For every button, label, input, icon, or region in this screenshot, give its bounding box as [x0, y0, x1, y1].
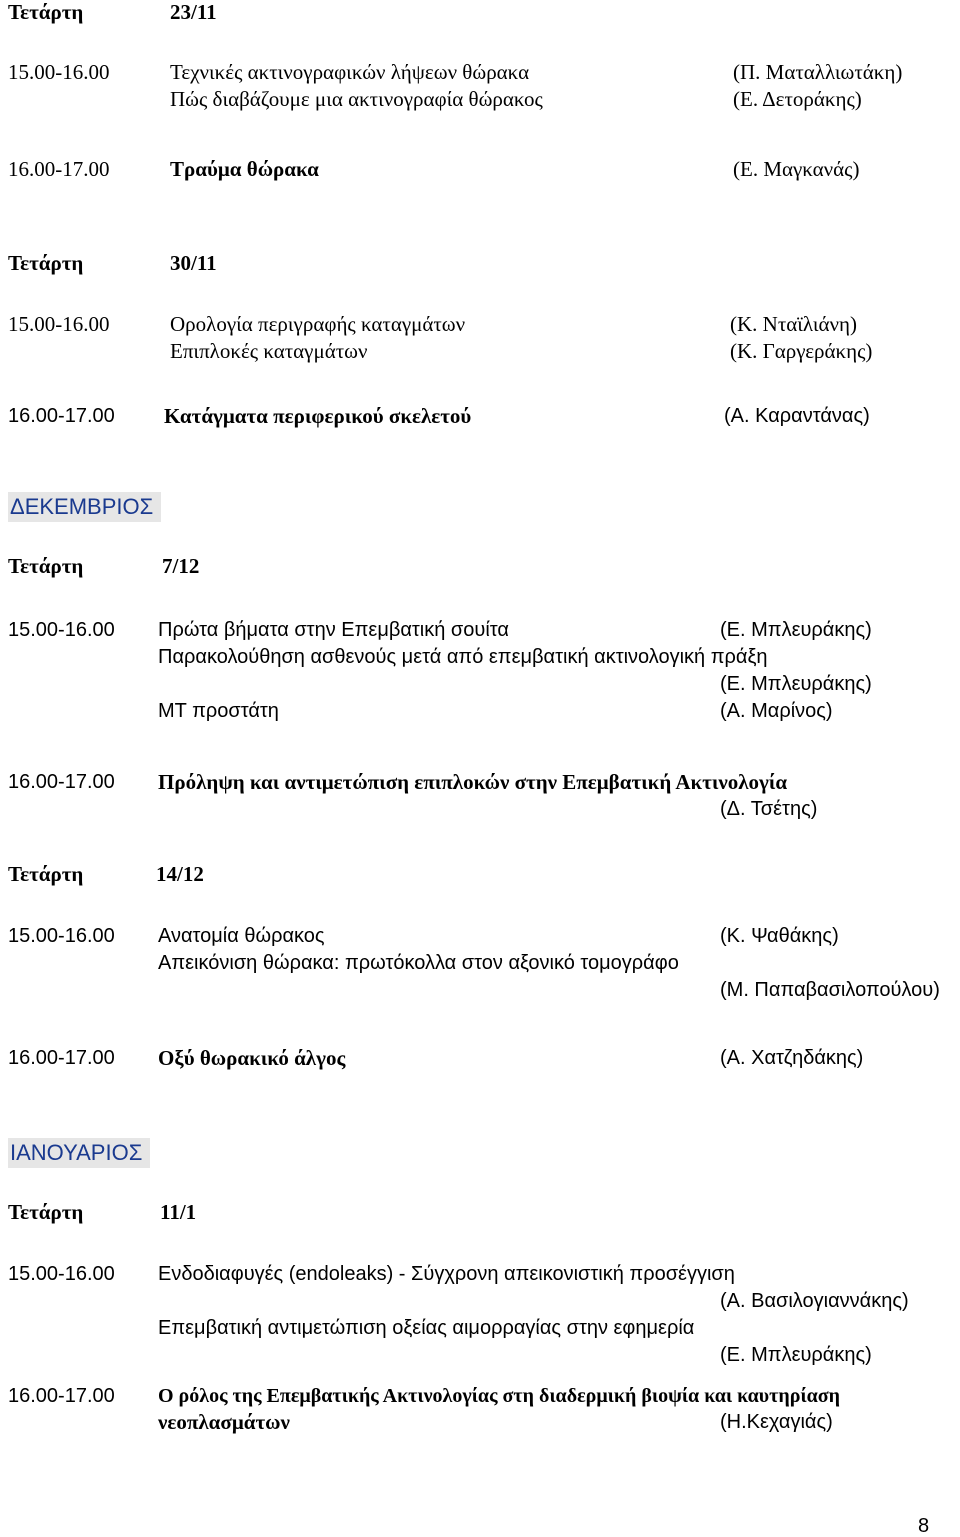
lecturer: (Ε. Δετοράκης) — [733, 87, 862, 111]
time-slot: 16.00-17.00 — [8, 405, 115, 427]
lecturer: (Μ. Παπαβασιλοπούλου) — [720, 979, 940, 1001]
lecturer: (Ε. Μπλευράκης) — [720, 1344, 872, 1366]
lecture-title: Τραύμα θώρακα — [170, 157, 319, 181]
lecturer: (Δ. Τσέτης) — [720, 798, 818, 820]
lecture-title-continued: νεοπλασμάτων — [158, 1410, 290, 1434]
lecture-title: Πρόληψη και αντιμετώπιση επιπλοκών στην Επεμβατική Ακτινολογία — [158, 770, 788, 794]
day-label: Τετάρτη — [8, 251, 84, 275]
lecture-title: Ανατομία θώρακος — [158, 925, 325, 947]
lecture-title: Οξύ θωρακικό άλγος — [158, 1046, 346, 1070]
lecture-title: Επεμβατική αντιμετώπιση οξείας αιμορραγίας στην εφημερία — [158, 1317, 695, 1339]
date: 23/11 — [170, 0, 217, 24]
lecturer: (Η.Κεχαγιάς) — [720, 1411, 833, 1433]
lecturer: (Α. Μαρίνος) — [720, 700, 833, 722]
date: 30/11 — [170, 251, 217, 275]
lecture-title: Ο ρόλος της Επεμβατικής Ακτινολογίας στη διαδερμική βιοψία και καυτηρίαση — [158, 1385, 841, 1407]
time-slot: 15.00-16.00 — [8, 312, 110, 336]
lecturer: (Α. Χατζηδάκης) — [720, 1047, 864, 1069]
lecturer: (Α. Βασιλογιαννάκης) — [720, 1290, 909, 1312]
lecturer: (Κ. Γαργεράκης) — [730, 339, 873, 363]
lecturer: (Ε. Μπλευράκης) — [720, 673, 872, 695]
lecture-title: Κατάγματα περιφερικού σκελετού — [164, 404, 472, 428]
date: 7/12 — [162, 554, 200, 578]
page-number: 8 — [918, 1515, 930, 1537]
month-heading: ΙΑΝΟΥΑΡΙΟΣ — [8, 1138, 150, 1168]
time-slot: 16.00-17.00 — [8, 771, 115, 793]
lecturer: (Κ. Ψαθάκης) — [720, 925, 839, 947]
date: 14/12 — [156, 862, 204, 886]
day-label: Τετάρτη — [8, 554, 84, 578]
time-slot: 16.00-17.00 — [8, 1385, 115, 1407]
date: 11/1 — [160, 1200, 197, 1224]
lecture-title: Ενδοδιαφυγές (endoleaks) - Σύγχρονη απεικονιστική προσέγγιση — [158, 1263, 735, 1285]
lecture-title: Απεικόνιση θώρακα: πρωτόκολλα στον αξονικό τομογράφο — [158, 952, 679, 974]
time-slot: 15.00-16.00 — [8, 60, 110, 84]
time-slot: 16.00-17.00 — [8, 1047, 115, 1069]
lecture-title: Ορολογία περιγραφής καταγμάτων — [170, 312, 466, 336]
lecture-title: Παρακολούθηση ασθενούς μετά από επεμβατική ακτινολογική πράξη — [158, 646, 768, 668]
day-label: Τετάρτη — [8, 0, 84, 24]
lecturer: (Ε. Μπλευράκης) — [720, 619, 872, 641]
day-label: Τετάρτη — [8, 1200, 84, 1224]
time-slot: 16.00-17.00 — [8, 157, 110, 181]
lecturer: (Π. Ματαλλιωτάκη) — [733, 60, 903, 84]
lecture-title: Πρώτα βήματα στην Επεμβατική σουίτα — [158, 619, 509, 641]
lecturer: (Κ. Νταϊλιάνη) — [730, 312, 857, 336]
day-label: Τετάρτη — [8, 862, 84, 886]
month-heading: ΔΕΚΕΜΒΡΙΟΣ — [8, 492, 161, 522]
lecture-title: Πώς διαβάζουμε μια ακτινογραφία θώρακος — [170, 87, 543, 111]
lecture-title: ΜΤ προστάτη — [158, 700, 279, 722]
time-slot: 15.00-16.00 — [8, 619, 115, 641]
time-slot: 15.00-16.00 — [8, 925, 115, 947]
lecturer: (Ε. Μαγκανάς) — [733, 157, 860, 181]
lecture-title: Τεχνικές ακτινογραφικών λήψεων θώρακα — [170, 60, 530, 84]
lecturer: (Α. Καραντάνας) — [724, 405, 870, 427]
time-slot: 15.00-16.00 — [8, 1263, 115, 1285]
lecture-title: Επιπλοκές καταγμάτων — [170, 339, 368, 363]
